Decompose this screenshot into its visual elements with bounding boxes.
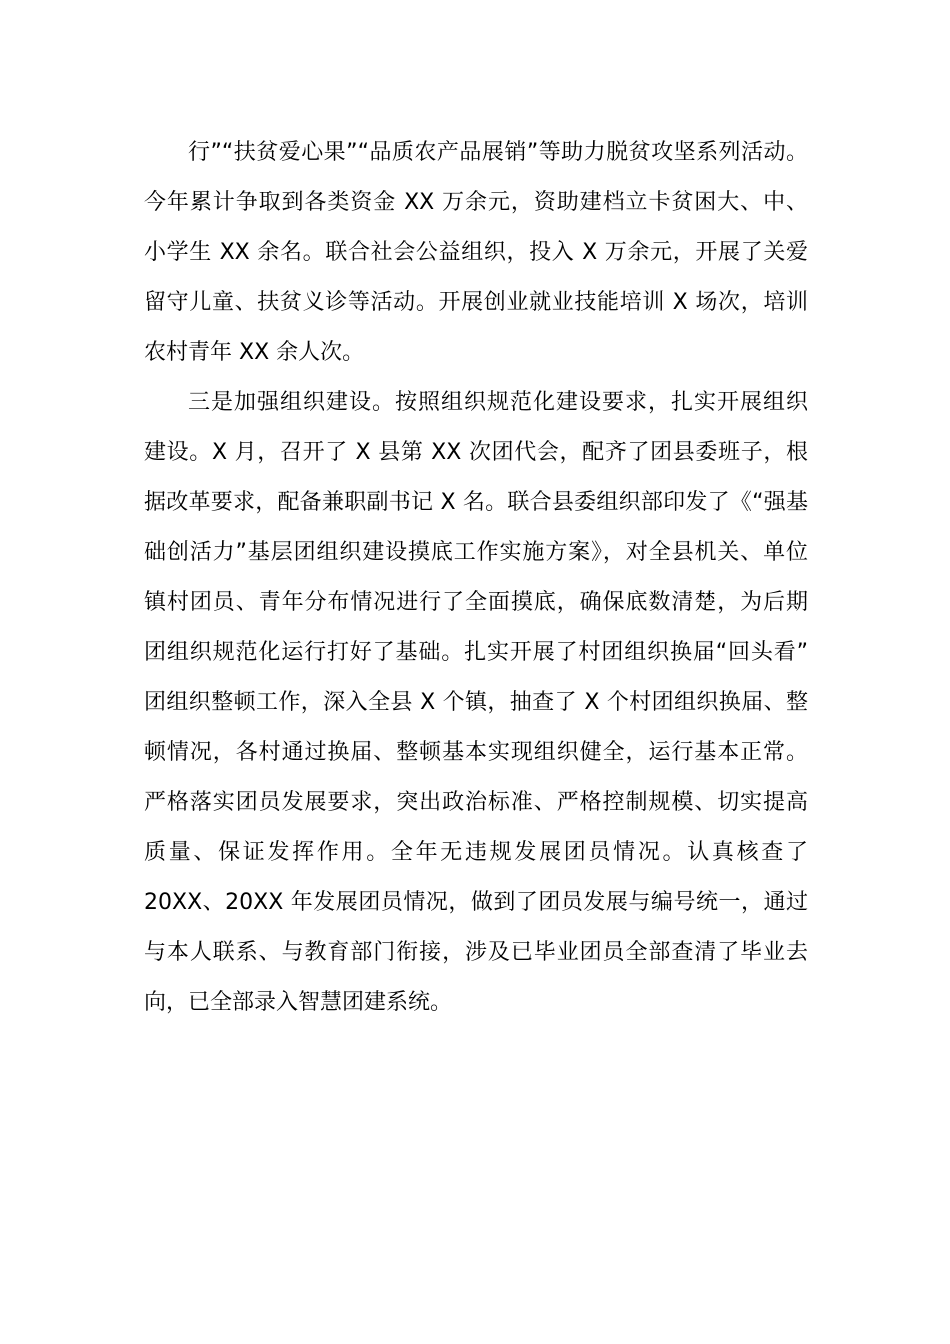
document-body: [144, 128, 808, 1028]
text-line: 小学生 XX 余名。联合社会公益组织，投入 X 万余元，开展了关爱: [144, 240, 808, 265]
text-line: 留守儿童、扶贫义诊等活动。开展创业就业技能培训 X 场次，培训: [144, 290, 808, 315]
text-line: 团组织规范化运行打好了基础。扎实开展了村团组织换届“回头看”: [144, 640, 808, 665]
text-line: 农村青年 XX 余人次。: [144, 340, 365, 365]
text-line: 行”“扶贫爱心果”“品质农产品展销”等助力脱贫攻坚系列活动。: [188, 140, 808, 165]
text-line: 团组织整顿工作，深入全县 X 个镇，抽查了 X 个村团组织换届、整: [144, 690, 808, 715]
text-line: 建设。X 月，召开了 X 县第 XX 次团代会，配齐了团县委班子，根: [144, 440, 808, 465]
text-line: 据改革要求，配备兼职副书记 X 名。联合县委组织部印发了《“强基: [144, 490, 808, 515]
text-line: 镇村团员、青年分布情况进行了全面摸底，确保底数清楚，为后期: [144, 590, 808, 615]
text-line: 严格落实团员发展要求，突出政治标准、严格控制规模、切实提高: [144, 790, 808, 815]
text-line: 三是加强组织建设。按照组织规范化建设要求，扎实开展组织: [188, 390, 808, 415]
paragraph-1: [144, 128, 808, 378]
text-line: 顿情况，各村通过换届、整顿基本实现组织健全，运行基本正常。: [144, 740, 808, 765]
text-line: 今年累计争取到各类资金 XX 万余元，资助建档立卡贫困大、中、: [144, 190, 808, 215]
text-line: 20XX、20XX 年发展团员情况，做到了团员发展与编号统一，通过: [144, 890, 808, 915]
text-line: 向，已全部录入智慧团建系统。: [144, 990, 453, 1015]
text-line: 与本人联系、与教育部门衔接，涉及已毕业团员全部查清了毕业去: [144, 940, 808, 965]
text-line: 质量、保证发挥作用。全年无违规发展团员情况。认真核查了: [144, 840, 808, 865]
paragraph-2: [144, 378, 808, 1028]
text-line: 础创活力”基层团组织建设摸底工作实施方案》，对全县机关、单位: [144, 540, 808, 565]
